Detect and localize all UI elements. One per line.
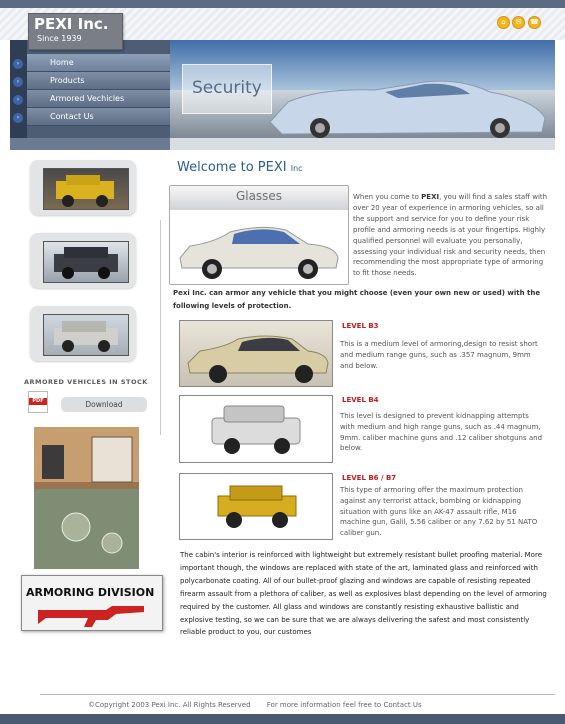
level-b6-image	[179, 473, 333, 540]
hero-caption: Security	[192, 78, 262, 98]
home-icon[interactable]: ⌂	[497, 16, 510, 29]
level-b3-title: LEVEL B3	[342, 322, 379, 330]
nav-item-home[interactable]: Home	[27, 54, 170, 72]
intro-paragraph	[353, 192, 548, 279]
company-logo[interactable]	[28, 13, 123, 50]
armor-statement: Pexi Inc. can armor any vehicle that you might choose (even your own new or used) with the following levels of protection.	[173, 289, 541, 310]
level-b3-desc: This is a medium level of armoring,design to resist short and medium range guns, such as .357 magnum, 9mm and below.	[340, 340, 538, 370]
sedan-image	[176, 214, 342, 280]
intro-brand: PEXI	[421, 193, 440, 201]
level-b6-title: LEVEL B6 / B7	[342, 474, 397, 482]
level-b4-desc: This level is designed to prevent kidnapping attempts with medium and high range guns, such as .44 magnum, 9mm. caliber machine guns and .12 caliber shotguns and below.	[340, 412, 543, 453]
bottom-bar	[0, 714, 565, 724]
footer-copyright: ©Copyright 2003 Pexi Inc. All Rights Reserved	[88, 701, 251, 709]
top-stripe	[0, 0, 565, 8]
intro-lead: When you come to	[353, 193, 422, 201]
level-b4-title: LEVEL B4	[342, 396, 379, 404]
stock-thumb-1[interactable]	[30, 160, 136, 215]
nav-arrow-icon: ›	[13, 113, 23, 123]
stock-thumb-2[interactable]	[30, 233, 136, 288]
body-paragraph: The cabin's interior is reinforced with lightweight but extremely resistant bullet proofing material. More important though, the windows are replaced with state of the art, laminated glass and reinforced with polycarbonate coating. All of our bullet-proof glazing and windows are capable of resisting repeated firearm assault from a plethora of caliber, as well as explosives blast depending on the level of armoring required by the customer. All glass and windows are constantly resisting exhaustive ballistic and explosive testing, so we can be sure that we are always delivering the safest and most consistently reliable product to you, our customes	[180, 551, 547, 637]
footer-divider	[40, 694, 555, 695]
logo-since: Since 1939	[37, 34, 82, 43]
nav-left-strip	[10, 40, 27, 138]
nav-arrow-icon: ›	[13, 77, 23, 87]
suv-silver-image	[43, 314, 129, 356]
armoring-shop-photo	[34, 427, 139, 569]
nav-item-products[interactable]: Products	[27, 72, 170, 90]
welcome-title: Welcome to PEXI	[177, 160, 287, 175]
instock-heading: ARMORED VEHICLES IN STOCK	[24, 378, 148, 386]
nav-item-contact-us[interactable]: Contact Us	[27, 108, 170, 126]
nav-item-armored-vehicles[interactable]: Armored Vechicles	[27, 90, 170, 108]
column-divider	[160, 220, 161, 435]
contact-icon[interactable]: ☎	[528, 16, 541, 29]
welcome-suffix: Inc	[290, 164, 303, 173]
mail-icon[interactable]: ✉	[512, 16, 525, 29]
level-b4-image	[179, 395, 333, 463]
division-title: ARMORING DIVISION	[26, 586, 155, 599]
intro-text: , you will find a sales staff with over 20 year of experience in armoring vehicles, so all the support and service for you to define your risk profile and armoring needs is at your fingertips. Highly qualified personnel will evaluate you personally, assessing your individual risk and security needs, then recommending the most appropriate type of armoring to fit those needs.	[353, 193, 548, 278]
nav-arrow-icon: ›	[13, 95, 23, 105]
footer-contact-link[interactable]: For more information feel free to Contact Us	[266, 701, 422, 709]
page-title	[177, 160, 303, 175]
level-b3-image	[179, 320, 333, 387]
suv-dark-image	[43, 241, 129, 283]
nav-arrow-icon: ›	[13, 59, 23, 69]
glasses-panel	[169, 185, 349, 285]
pdf-label: PDF	[29, 398, 47, 405]
footer	[88, 701, 436, 709]
hero-banner	[170, 40, 555, 138]
stock-thumb-3[interactable]	[30, 306, 136, 361]
download-button[interactable]: Download	[61, 397, 147, 412]
armoring-division-banner[interactable]	[21, 575, 163, 631]
glasses-caption: Glasses	[235, 189, 283, 203]
logo-name: PEXI Inc.	[34, 15, 109, 33]
divider-strip-left	[10, 138, 170, 150]
pdf-icon[interactable]	[28, 391, 48, 413]
hummer-image	[43, 168, 129, 210]
rifle-icon	[36, 600, 148, 628]
level-b6-desc: This type of armoring offer the maximum protection against any terrorist attack, bombing or kidnapping situation with guns like an AK-47 assault rifle, M16 machine gun, Galil, 5.56 caliber or any 7.62 by 51 NATO caliber gun.	[340, 486, 538, 538]
